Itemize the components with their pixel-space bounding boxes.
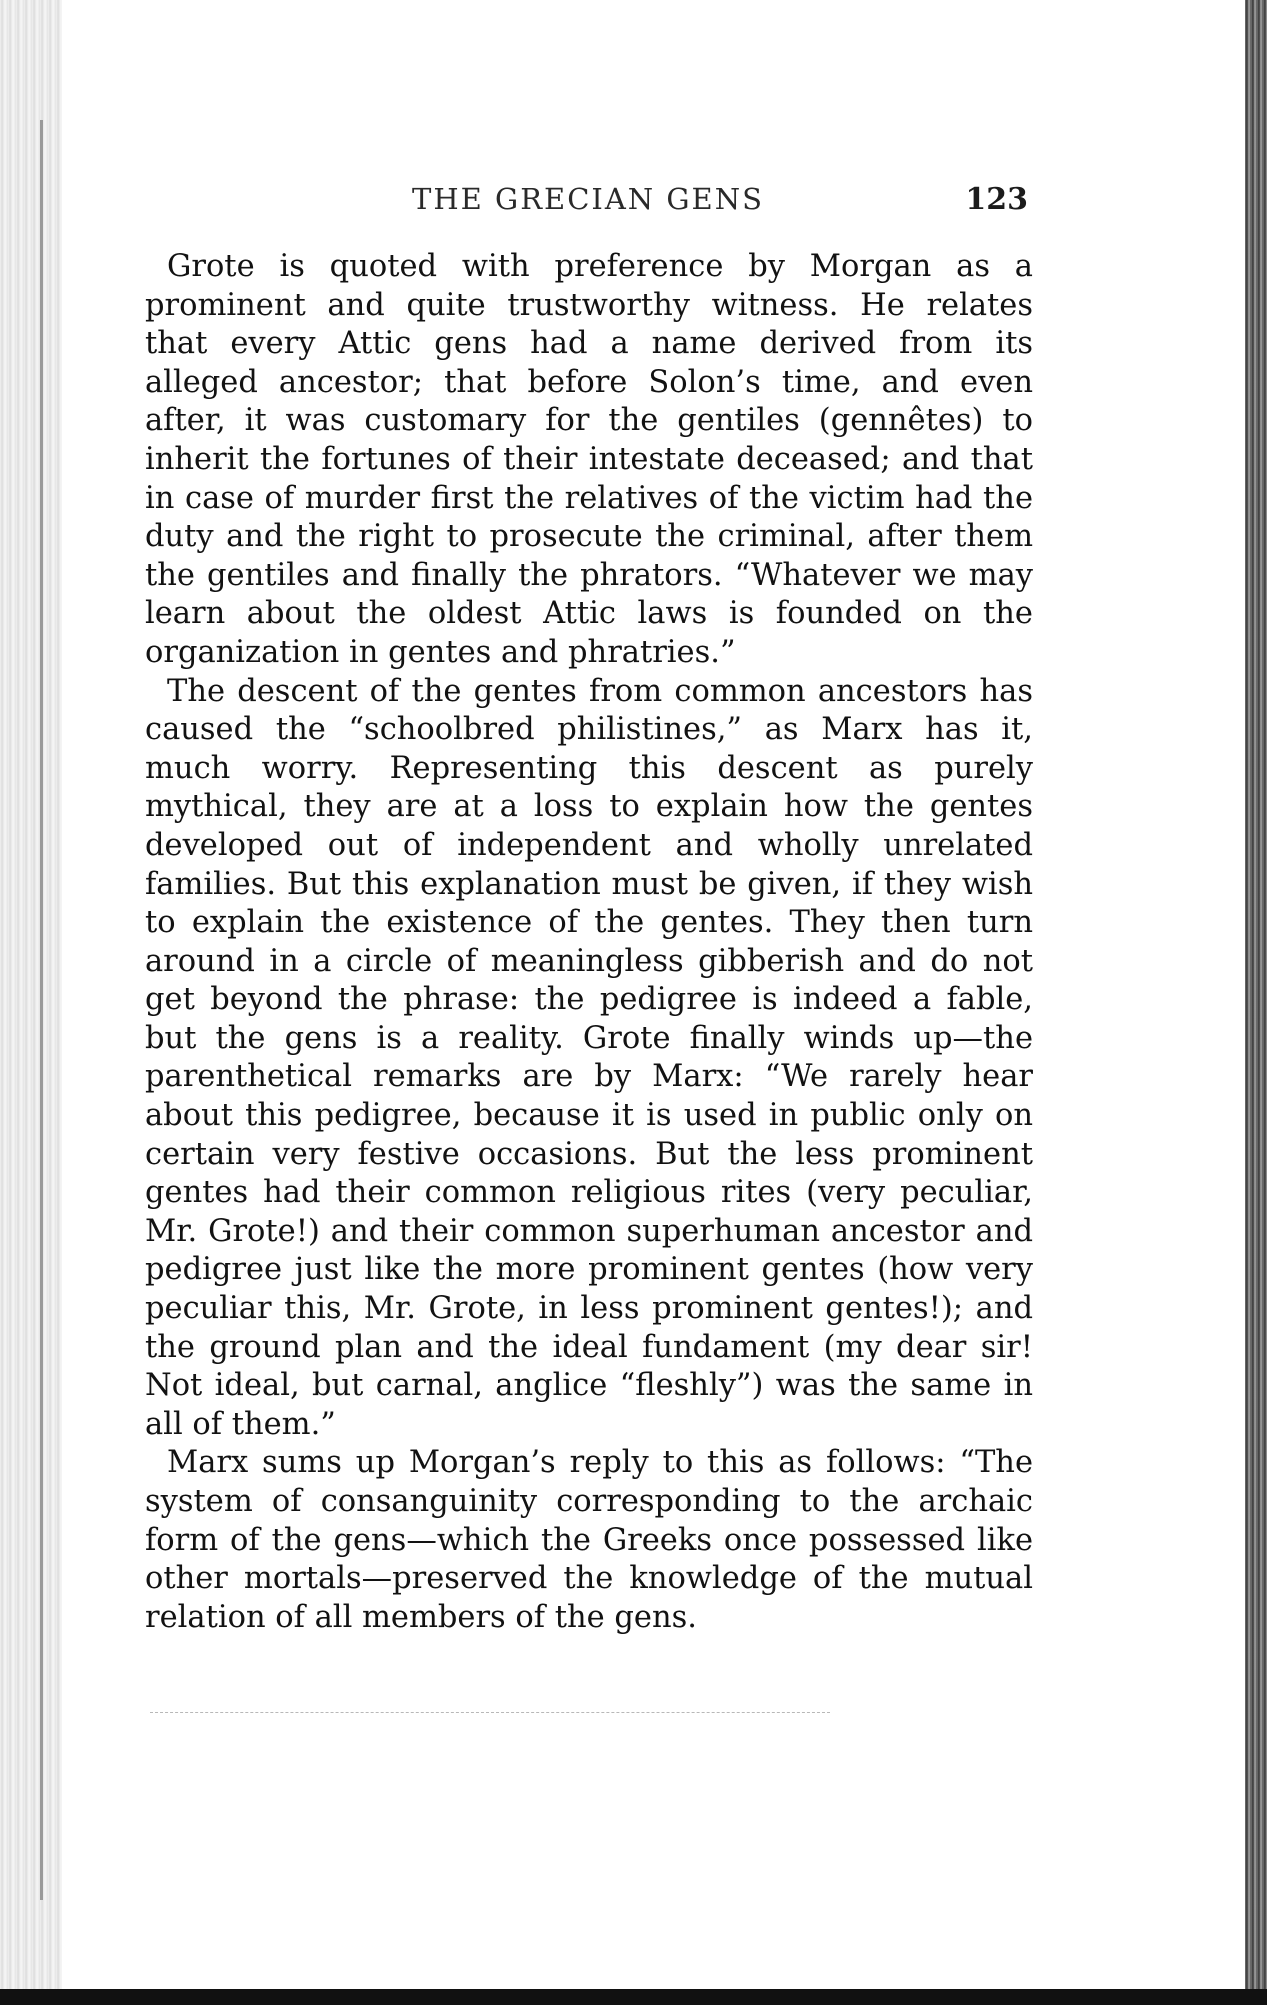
page-edge-right — [1245, 0, 1267, 2005]
body-text — [145, 248, 1033, 1637]
page-number: 123 — [965, 182, 1028, 217]
page-edge-bottom — [0, 1989, 1267, 2005]
running-title: THE GRECIAN GENS — [412, 182, 764, 216]
binding-gutter — [0, 0, 62, 2005]
gutter-shadow-line — [40, 120, 43, 1900]
bottom-dashed-rule — [150, 1712, 830, 1713]
paragraph-grote: Grote is quoted with preference by Morgan as a prominent and quite trustworthy witness. He relates that every Attic gens had a name derived from its alleged ancestor; that before Solon’s time, and even after, it was customary for the gentiles (gennêtes) to inherit the fortunes of their intestate deceased; and that in case of murder first the relatives of the victim had the duty and the right to prosecute the criminal, after them the gentiles and finally the phrators. “Whatever we may learn about the oldest Attic laws is founded on the organization in gentes and phratries.” — [145, 249, 1033, 670]
paragraph-marx-summary: Marx sums up Morgan’s reply to this as follows: “The system of consanguinity corresponding to the archaic form of the gens—which the Greeks once possessed like other mortals—preserved the knowledge of the mutual relation of all members of the gens. — [145, 1445, 1033, 1635]
paragraph-descent: The descent of the gentes from common ancestors has caused the “schoolbred philistines,” as Marx has it, much worry. Representing this descent as purely mythical, they are at a loss to explain how the gentes developed out of independent and wholly unrelated families. But this explanation must be given, if they wish to explain the existence of the gentes. They then turn around in a circle of meaningless gibberish and do not get beyond the phrase: the pedigree is indeed a fable, but the gens is a reality. Grote finally winds up—the parenthetical remarks are by Marx: “We rarely hear about this pedigree, because it is used in public only on certain very festive occasions. But the less prominent gentes had their common religious rites (very peculiar, Mr. Grote!) and their common superhuman ancestor and pedigree just like the more prominent gentes (how very peculiar this, Mr. Grote, in less prominent gentes!); and the ground plan and the ideal fundament (my dear sir! Not ideal, but carnal, anglice “fleshly”) was the same in all of them.” — [145, 673, 1033, 1442]
page-header — [148, 182, 1028, 222]
